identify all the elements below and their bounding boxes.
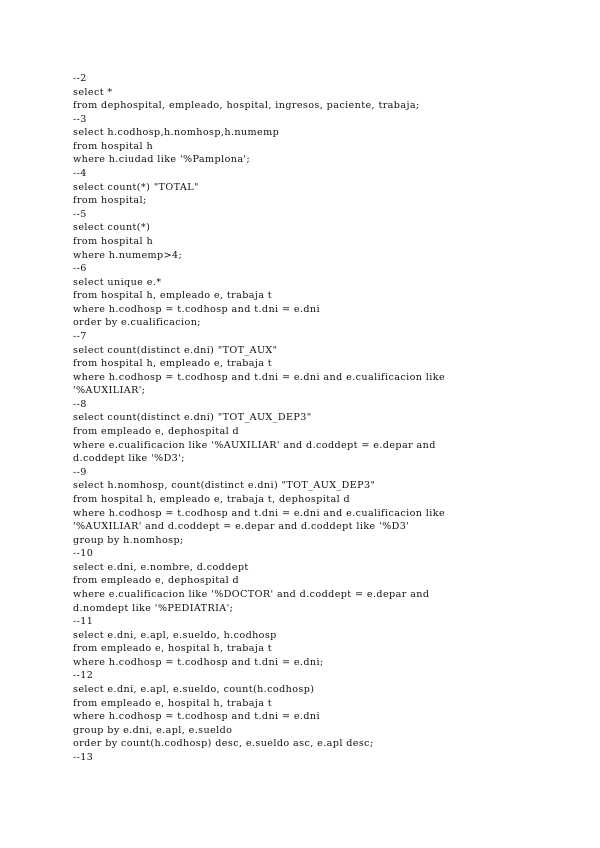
code-line: select e.dni, e.apl, e.sueldo, count(h.codhosp)	[73, 684, 315, 696]
code-line: select unique e.*	[73, 276, 162, 288]
code-line: from dephospital, empleado, hospital, ingresos, paciente, trabaja;	[73, 100, 420, 112]
code-line: select h.nomhosp, count(distinct e.dni) "TOT_AUX_DEP3"	[73, 480, 376, 492]
code-line: where h.codhosp = t.codhosp and t.dni = e.dni and e.cualificacion like	[73, 507, 446, 519]
code-line: --11	[73, 616, 94, 628]
code-line: '%AUXILIAR';	[73, 385, 146, 397]
code-line: select e.dni, e.nombre, d.coddept	[73, 561, 249, 573]
code-line: --13	[73, 751, 94, 763]
code-line: --4	[73, 168, 87, 180]
code-line: where e.cualificacion like '%DOCTOR' and d.coddept = e.depar and	[73, 588, 430, 600]
code-line: select count(distinct e.dni) "TOT_AUX_DEP3"	[73, 412, 312, 424]
code-line: --3	[73, 113, 87, 125]
code-line: where e.cualificacion like '%AUXILIAR' and d.coddept = e.depar and	[73, 439, 436, 451]
code-line: select h.codhosp,h.nomhosp,h.numemp	[73, 127, 280, 139]
code-line: select count(*)	[73, 222, 151, 234]
code-line: from hospital h	[73, 235, 154, 247]
code-line: --10	[73, 548, 94, 560]
code-line: where h.codhosp = t.codhosp and t.dni = e.dni	[73, 303, 320, 315]
code-line: order by e.cualificacion;	[73, 317, 201, 329]
code-line: --7	[73, 330, 87, 342]
code-line: select e.dni, e.apl, e.sueldo, h.codhosp	[73, 629, 277, 641]
code-line: where h.codhosp = t.codhosp and t.dni = e.dni;	[73, 656, 324, 668]
code-line: from hospital h, empleado e, trabaja t	[73, 290, 273, 302]
code-line: --8	[73, 398, 87, 410]
code-line: select count(*) "TOTAL"	[73, 181, 199, 193]
code-line: where h.codhosp = t.codhosp and t.dni = e.dni and e.cualificacion like	[73, 371, 446, 383]
code-line: select count(distinct e.dni) "TOT_AUX"	[73, 344, 278, 356]
code-line: d.nomdept like '%PEDIATRIA';	[73, 602, 234, 614]
code-line: from empleado e, dephospital d	[73, 575, 240, 587]
code-line: where h.codhosp = t.codhosp and t.dni = e.dni	[73, 711, 320, 723]
code-line: group by h.nomhosp;	[73, 534, 184, 546]
code-line: from empleado e, hospital h, trabaja t	[73, 643, 273, 655]
code-line: from hospital h, empleado e, trabaja t	[73, 358, 273, 370]
code-line: from empleado e, dephospital d	[73, 426, 240, 438]
code-line: --6	[73, 263, 87, 275]
code-line: where h.numemp>4;	[73, 249, 183, 261]
code-line: --2	[73, 73, 87, 84]
code-line: order by count(h.codhosp) desc, e.sueldo asc, e.apl desc;	[73, 738, 374, 750]
code-line: from hospital;	[73, 195, 147, 207]
code-line: d.coddept like '%D3';	[73, 453, 185, 465]
code-line: --9	[73, 466, 87, 478]
sql-code-block	[73, 72, 583, 764]
code-line: --12	[73, 670, 94, 682]
code-line: from hospital h, empleado e, trabaja t, dephospital d	[73, 493, 351, 505]
code-line: '%AUXILIAR' and d.coddept = e.depar and d.coddept like '%D3'	[73, 521, 410, 533]
code-line: where h.ciudad like '%Pamplona';	[73, 154, 251, 166]
code-line: from hospital h	[73, 140, 154, 152]
code-line: from empleado e, hospital h, trabaja t	[73, 697, 273, 709]
code-line: select *	[73, 86, 113, 98]
code-line: --5	[73, 208, 87, 220]
code-line: group by e.dni, e.apl, e.sueldo	[73, 724, 233, 736]
